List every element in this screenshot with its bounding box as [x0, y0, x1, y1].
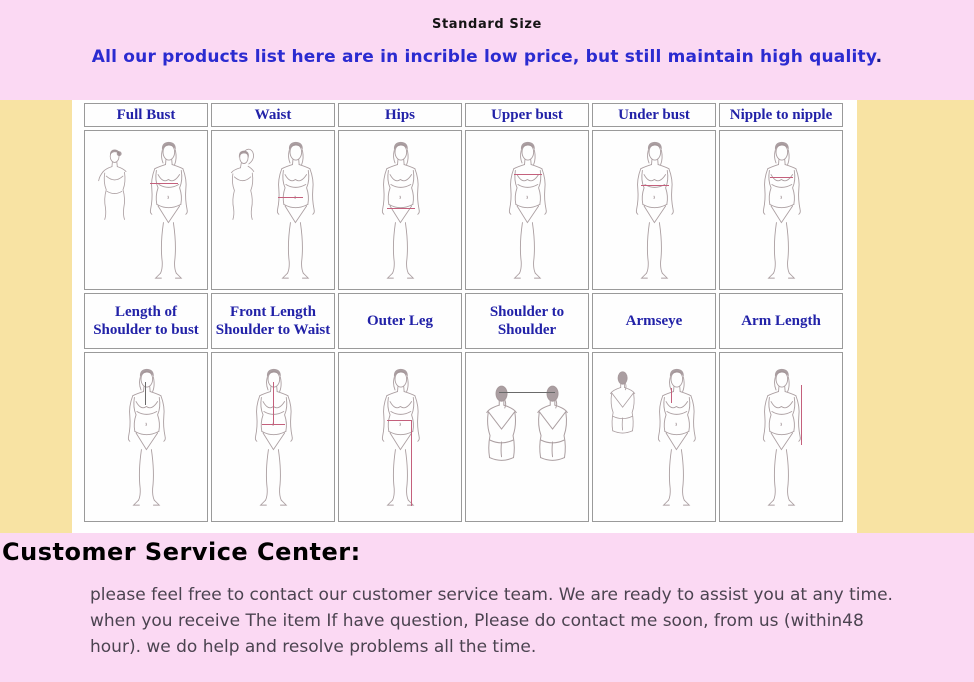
measurement-line	[499, 392, 555, 393]
woman-figure-sketch	[371, 136, 429, 286]
header-outer-leg: Outer Leg	[338, 293, 462, 349]
measurement-line	[145, 382, 146, 406]
figure-cell-full-bust	[84, 130, 208, 290]
header-front-length-shoulder-to-waist: Front Length Shoulder to Waist	[211, 293, 335, 349]
woman-figure-sketch	[752, 136, 810, 286]
header-row-2	[84, 293, 843, 349]
woman-back-sketch	[604, 367, 642, 449]
measurement-line	[671, 388, 672, 403]
woman-figure-sketch	[498, 136, 556, 286]
measurement-line	[387, 208, 415, 209]
figure-cell-arm-length	[719, 352, 843, 522]
customer-service-heading: Customer Service Center:	[2, 538, 361, 566]
measurement-line	[514, 174, 542, 175]
customer-service-section	[0, 533, 974, 682]
woman-figure-sketch	[266, 136, 324, 286]
measurement-line	[770, 177, 793, 178]
customer-service-line: hour). we do help and resolve problems all the time.	[90, 637, 537, 657]
header-arm-length: Arm Length	[719, 293, 843, 349]
measurement-line	[387, 420, 413, 421]
figure-cell-shoulder-to-shoulder	[465, 352, 589, 522]
header-hips: Hips	[338, 103, 462, 127]
header-waist: Waist	[211, 103, 335, 127]
measurement-line	[801, 385, 802, 445]
measurement-line	[273, 382, 274, 426]
measurement-line	[411, 420, 412, 506]
customer-service-line: when you receive The item If have question, Please do contact me soon, from us (within48	[90, 611, 864, 631]
woman-figure-sketch	[647, 358, 705, 518]
header-shoulder-to-shoulder: Shoulder to Shoulder	[465, 293, 589, 349]
figure-cell-length-shoulder-to-bust	[84, 352, 208, 522]
figure-cell-armseye	[592, 352, 716, 522]
woman-figure-sketch	[117, 358, 175, 518]
figure-row-1	[84, 130, 843, 290]
header-length-shoulder-to-bust: Length of Shoulder to bust	[84, 293, 208, 349]
woman-arm-up-sketch	[223, 145, 261, 227]
woman-figure-sketch	[625, 136, 683, 286]
customer-service-text	[90, 582, 974, 660]
size-chart-panel	[72, 100, 857, 533]
figure-cell-hips	[338, 130, 462, 290]
figure-cell-waist	[211, 130, 335, 290]
page-header	[0, 0, 974, 100]
tagline	[0, 47, 974, 67]
tagline-text: All our products list here are in incrible low price, but still maintain high quality	[91, 47, 876, 67]
woman-figure-sketch	[371, 358, 429, 518]
measurement-line	[262, 424, 285, 425]
header-upper-bust: Upper bust	[465, 103, 589, 127]
header-full-bust: Full Bust	[84, 103, 208, 127]
woman-torso-sketch	[96, 145, 134, 227]
figure-cell-upper-bust	[465, 130, 589, 290]
measurement-line	[641, 185, 669, 186]
measurement-line	[150, 183, 178, 184]
measurement-line	[278, 197, 304, 198]
header-under-bust: Under bust	[592, 103, 716, 127]
tagline-period: .	[875, 47, 883, 67]
woman-figure-sketch	[139, 136, 197, 286]
page-title: Standard Size	[432, 17, 542, 32]
customer-service-line: please feel free to contact our customer service team. We are ready to assist you at any time.	[90, 585, 893, 605]
figure-cell-front-length	[211, 352, 335, 522]
figure-cell-nipple-to-nipple	[719, 130, 843, 290]
header-row-1	[84, 103, 843, 127]
size-measurement-table	[81, 100, 846, 525]
figure-cell-outer-leg	[338, 352, 462, 522]
header-nipple-to-nipple: Nipple to nipple	[719, 103, 843, 127]
figure-row-2	[84, 352, 843, 522]
figure-cell-under-bust	[592, 130, 716, 290]
size-chart-section	[0, 100, 974, 533]
header-armseye: Armseye	[592, 293, 716, 349]
